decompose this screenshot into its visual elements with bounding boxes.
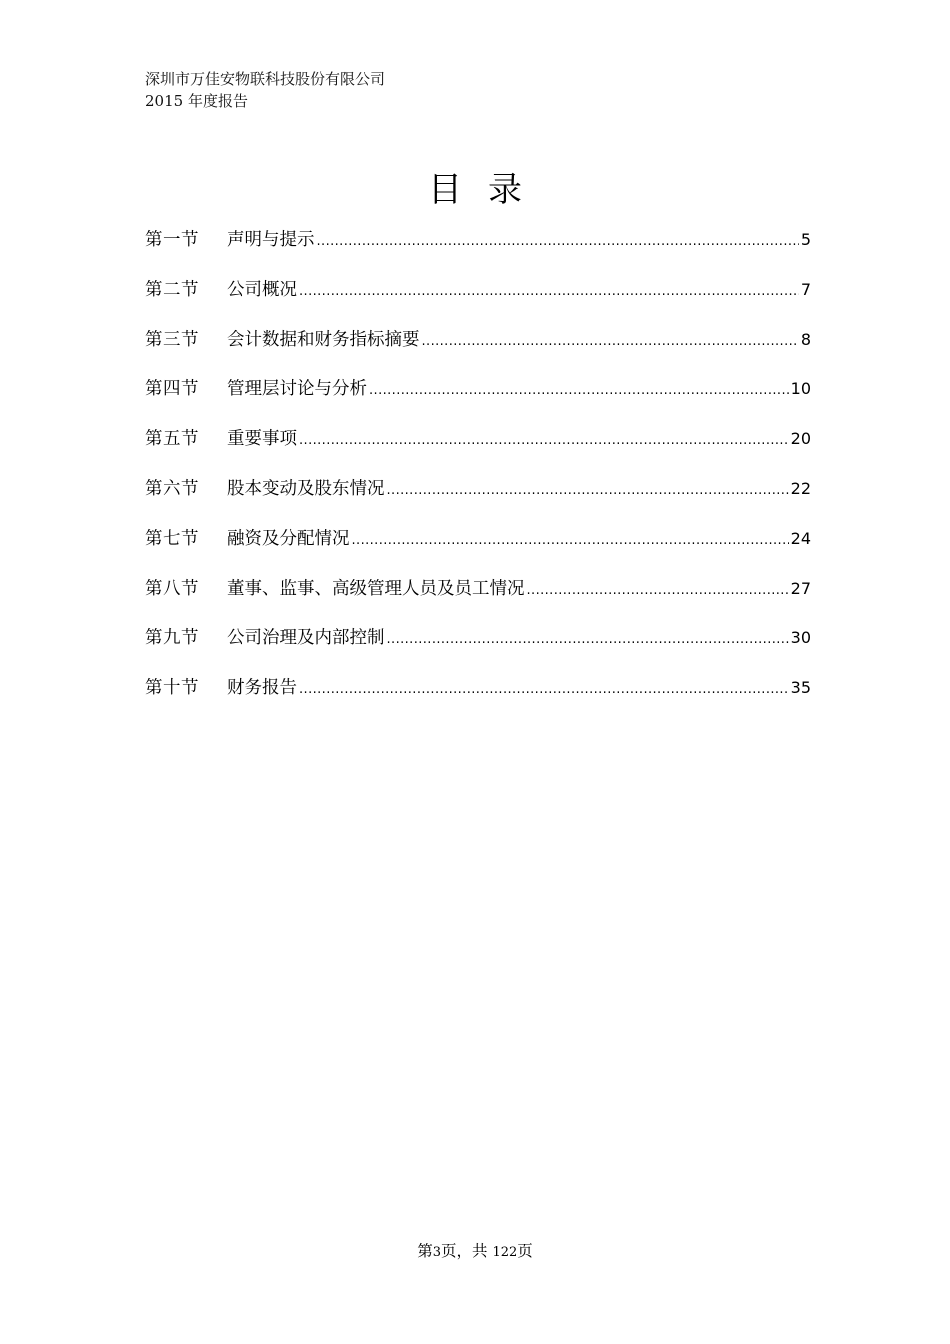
toc-title: 目录	[428, 170, 548, 210]
toc-leader-dots	[369, 376, 789, 406]
toc-page-number: 30	[790, 628, 811, 648]
toc-entry-10[interactable]	[145, 673, 811, 723]
toc-page-number: 35	[790, 678, 811, 698]
toc-page-number: 22	[790, 478, 811, 498]
toc-entry-7[interactable]	[145, 524, 811, 574]
toc-page-number: 27	[790, 578, 811, 598]
toc-section-title: 重要事项	[227, 429, 297, 450]
report-name: 2015 年度报告	[145, 92, 248, 110]
toc-page-number: 10	[790, 379, 811, 399]
toc-section-title: 股本变动及股东情况	[227, 478, 385, 499]
footer-current-page: 3	[432, 1245, 441, 1260]
toc-entry-1[interactable]	[145, 225, 811, 275]
toc-section-number: 第二节	[145, 279, 199, 300]
toc-section-number: 第四节	[145, 379, 199, 400]
toc-leader-dots	[387, 625, 789, 655]
toc-section-title: 董事、监事、高级管理人员及员工情况	[227, 578, 525, 599]
toc-entry-8[interactable]	[145, 574, 811, 624]
table-of-contents	[145, 225, 811, 723]
toc-leader-dots	[299, 675, 789, 705]
toc-section-title: 公司治理及内部控制	[227, 628, 385, 649]
page-header	[145, 68, 385, 112]
toc-section-title: 融资及分配情况	[227, 528, 350, 549]
toc-section-title: 管理层讨论与分析	[227, 379, 367, 400]
footer-suffix: 页	[517, 1242, 533, 1260]
toc-section-number: 第八节	[145, 578, 199, 599]
toc-entry-9[interactable]	[145, 623, 811, 673]
footer-middle: 页，共	[441, 1242, 488, 1260]
footer-total-pages: 122	[492, 1245, 518, 1260]
toc-page-number: 5	[800, 230, 811, 249]
toc-leader-dots	[299, 426, 789, 456]
toc-entry-6[interactable]	[145, 474, 811, 524]
toc-section-title: 公司概况	[227, 279, 297, 300]
toc-leader-dots	[387, 476, 789, 506]
toc-leader-dots	[352, 526, 789, 556]
toc-section-title: 声明与提示	[227, 230, 315, 250]
toc-page-number: 7	[800, 279, 811, 299]
toc-page-number: 24	[790, 528, 811, 548]
company-name: 深圳市万佳安物联科技股份有限公司	[145, 70, 386, 88]
footer-prefix: 第	[417, 1242, 433, 1260]
toc-leader-dots	[317, 227, 799, 257]
toc-page-number: 8	[800, 329, 811, 349]
page-footer	[0, 1239, 950, 1265]
toc-section-number: 第十节	[145, 678, 199, 699]
toc-section-number: 第五节	[145, 429, 199, 450]
toc-leader-dots	[299, 277, 799, 307]
toc-leader-dots	[527, 576, 789, 606]
toc-section-title: 财务报告	[227, 678, 297, 699]
toc-section-number: 第七节	[145, 528, 199, 549]
toc-entry-4[interactable]	[145, 374, 811, 424]
toc-section-number: 第三节	[145, 329, 199, 350]
toc-entry-5[interactable]	[145, 424, 811, 474]
toc-section-number: 第九节	[145, 628, 199, 649]
toc-section-number: 第一节	[145, 230, 199, 250]
toc-section-number: 第六节	[145, 478, 199, 499]
toc-entry-2[interactable]	[145, 275, 811, 325]
toc-section-title: 会计数据和财务指标摘要	[227, 329, 420, 350]
toc-entry-3[interactable]	[145, 325, 811, 375]
toc-page-number: 20	[790, 429, 811, 449]
toc-leader-dots	[422, 327, 799, 357]
